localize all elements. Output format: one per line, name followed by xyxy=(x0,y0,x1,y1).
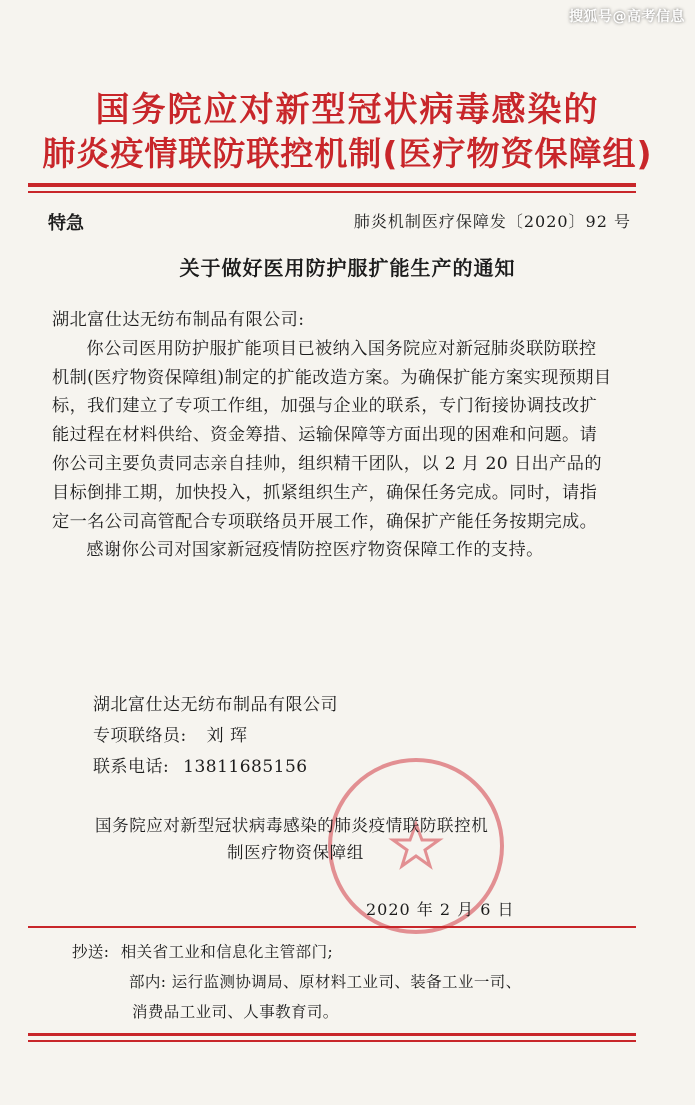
header-rule-thin xyxy=(28,191,636,193)
watermark: 搜狐号@高考信息 xyxy=(569,9,685,25)
liaison-label: 专项联络员: xyxy=(93,726,187,746)
document-header xyxy=(0,88,695,176)
issuer-block xyxy=(95,812,615,866)
issue-date: 2020 年 2 月 6 日 xyxy=(366,900,515,919)
issuer-line-1: 国务院应对新型冠状病毒感染的肺炎疫情联防联控机 xyxy=(95,816,489,835)
header-line-1: 国务院应对新型冠状病毒感染的 xyxy=(95,90,600,130)
contact-liaison-row xyxy=(93,721,338,752)
salutation: 湖北富仕达无纺布制品有限公司: xyxy=(52,310,305,330)
phone-number: 13811685156 xyxy=(183,757,308,777)
footer-rule-thick xyxy=(28,1033,636,1036)
cc-line-3: 消费品工业司、人事教育司。 xyxy=(132,1003,339,1021)
cc-block xyxy=(72,937,522,1027)
header-line-2: 肺炎疫情联防联控机制(医疗物资保障组) xyxy=(42,134,653,173)
document-number: 肺炎机制医疗保障发〔2020〕92 号 xyxy=(353,212,631,231)
cc-line-1: 相关省工业和信息化主管部门; xyxy=(120,943,334,961)
urgency-label: 特急 xyxy=(48,213,84,234)
contact-phone-row xyxy=(93,752,338,783)
notice-title: 关于做好医用防护服扩能生产的通知 xyxy=(179,256,516,280)
body-paragraph-1: 你公司医用防护服扩能项目已被纳入国务院应对新冠肺炎联防联控机制(医疗物资保障组)制定的扩能改造方案。为确保扩能方案实现预期目标，我们建立了专项工作组，加强与企业的联系，专门衔接协调技改扩能过程在材料供给、资金筹措、运输保障等方面出现的困难和问题。请你公司主要负责同志亲自挂帅，组织精干团队，以 2 月 20 日出产品的目标倒排工期，加快投入，抓紧组织生产，确保任务完成。同时，请指定一名公司高管配合专项联络员开展工作，确保扩产能任务按期完成。 xyxy=(52,338,612,532)
contact-block xyxy=(93,690,338,783)
contact-company: 湖北富仕达无纺布制品有限公司 xyxy=(93,695,338,715)
liaison-name: 刘 珲 xyxy=(206,726,248,746)
document-meta xyxy=(48,205,631,235)
notice-body xyxy=(52,306,612,565)
header-rule-thick xyxy=(28,183,636,187)
body-paragraph-2: 感谢你公司对国家新冠疫情防控医疗物资保障工作的支持。 xyxy=(86,540,544,561)
cc-rule-top xyxy=(28,926,636,928)
phone-label: 联系电话: xyxy=(93,757,170,777)
cc-row-1 xyxy=(72,937,522,967)
issuer-line-2: 制医疗物资保障组 xyxy=(227,843,364,862)
cc-line-2: 部内: 运行监测协调局、原材料工业司、装备工业一司、 xyxy=(129,973,522,991)
footer-rule-thin xyxy=(28,1040,636,1042)
cc-label: 抄送: xyxy=(72,943,110,961)
